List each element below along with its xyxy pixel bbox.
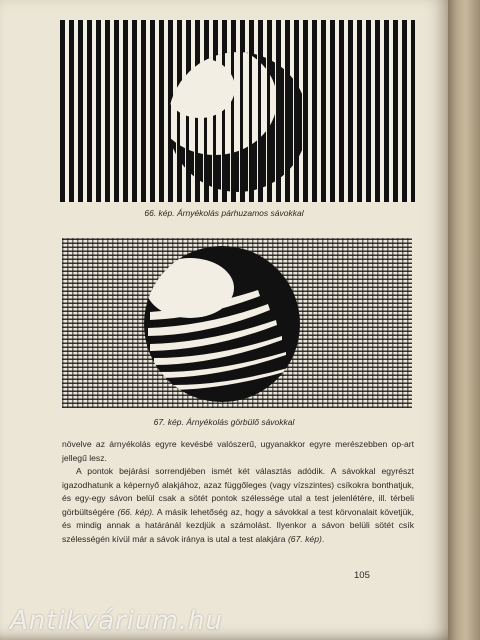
paragraph-1: növelve az árnyékolás egyre kevésbé valószerű, ugyanakkor egyre merészebben op-art jellegű lesz.	[62, 439, 414, 463]
figure-66-caption: 66. kép. Árnyékolás párhuzamos sávokkal	[144, 208, 304, 218]
figure-67-caption: 67. kép. Árnyékolás görbülő sávokkal	[153, 417, 295, 427]
paragraph-2-end: .	[321, 533, 325, 544]
watermark: Antikvárium.hu	[10, 606, 223, 636]
sphere-curved-stripes	[62, 238, 412, 408]
figure-ref-67: (67. kép)	[287, 533, 322, 544]
body-text	[62, 438, 414, 546]
page-number: 105	[354, 570, 370, 581]
paragraph-2	[62, 465, 414, 546]
page-edge	[448, 0, 480, 640]
sphere-parallel-stripes	[60, 20, 415, 202]
paragraph-2-text: A pontok bejárási sorrendjében ismét két választás adódik. A sávokkal egyrészt igazodhatunk a képernyő alakjához, azaz függőleges (vagy vízszintes) csíkokra bonthatjuk, és egy-egy sávon belül csak a sötét pontok szélessége utal a test jelenlétére, ill. térbeli görbültségére	[62, 466, 414, 517]
figure-ref-66: (66. kép).	[117, 506, 155, 517]
figure-67-image	[62, 238, 412, 408]
figure-66-image	[60, 20, 415, 202]
paragraph-2-rest: A másik lehetőség az, hogy a sávokkal a test körvonalait követjük, és mindig annak a határánál kezdjük a számolást. Ilyenkor a sávon belüli sötét csík szélességén kívül már a sávok iránya is utal a test alakjára	[62, 506, 414, 544]
